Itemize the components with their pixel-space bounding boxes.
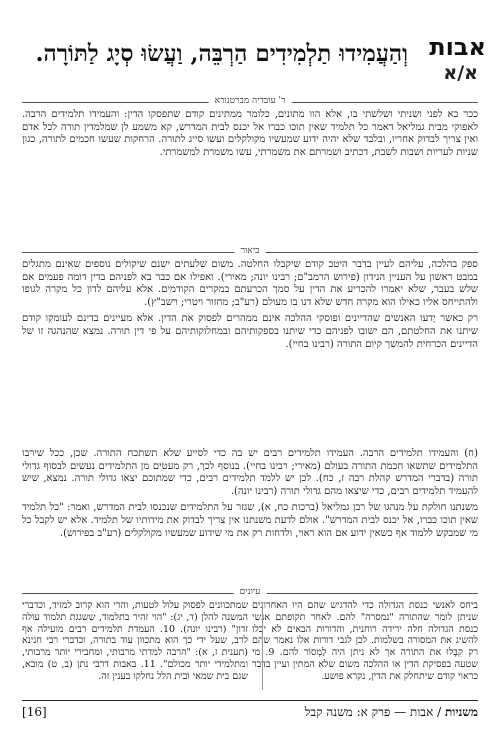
page-footer: [22, 700, 478, 723]
iyunim-left-column: שמתכוונים לפסוק עלול לטעות, והרי הוא קרוב למזיד, וכדברי המשנה להלן (ד, יג): "הוי זהיר בתלמוד, ששגגת תלמוד עולה זדון" (רבינו יונה). 10. העמדת תלמידים רבים מועילה אף לרב, שעל ידי כך הוא מתכוון עוד בתורה, וכדברי רבי חנינא (תענית ז, א): "הרבה למדתי מרבותי, ומחבירי יותר מרבותי, ומתלמידי יותר מכולם". 11. באבות דרבי נתן (ב, ט) מובא, שגם בית שמאי ובית הלל נחלקו בענין זה.: [22, 600, 248, 682]
column-separator: [262, 602, 263, 690]
iyunim-label: עיונים: [234, 587, 267, 598]
chapter-reference: א/א: [443, 62, 478, 84]
biur-paragraph-1: ספק בהלכה, עליהם לעיין בדבר היטב קודם שיקבלו החלטה. משום שלעתים ישנם שיקולים נוספים שאינם מתגלים במבט ראשון על העניין הנידון (פירוש הרמב"ם; רבינו יונה; מאירי). ואפילו אם כבר בא לפניהם בדין דומה פעמים אם שלש בעבר, שלא יאמרו להכריע את הדין על סמך הכרעתם במקרים הקודמים. אלא עליהם לדון כל מקרה לגופו ולהתייחס אליו כאילו הוא מקרה חדש שלא דנו בו מעולם (רע"ב; מחזור ויטרי; רשב"ץ).: [22, 259, 478, 308]
biur-paragraph-3: (ח) והעמידו תלמידים הרבה. העמידו תלמידים רבים יש בה כדי לסייע שלא תשתכח התורה. שכן, ככל שירבו התלמידים שתשאו חכמת התורה בעולם (מאירי; רבינו בחיי). בנוסף לכך, רק מעטים מן התלמידים נעשים לבסוף גדולי תורה (בדברי המדרש קהלת רבה ז, כח). לכן יש ללמד תלמידים רבים, כדי שמתוכם יצאו גדולי תורה. נמצא, שיש להעמיד תלמידים רבים, כדי שיצאו מהם גדולי תורה (רבינו יונה).: [22, 448, 478, 497]
iyunim-right-column: ביחס לאנשי כנסת הגדולה כדי להדגיש שהם היו האחרונים שניתן לומר שהתורה "נמסרה" להם. לאחר תקופתם אנשי כנסת הגדולה חלה ירידה רוחנית, והדורות הבאים לא יכלו להשיג את המסורה בשלמות. לכן לגבי דורות אלו נאמר שהם רק קִבְּלוּ את התורה אך לא ניתן היה לַמְסוֹר להם. 9. מי שטעה בפסיקת הדין או ההלכה משום שלא המתין ועיין בדבר כראוי קודם שיתחלק את הדין, נקרא פושע.: [252, 600, 478, 682]
biur-paragraph-4: משנתנו חולקת על מנהגו של רבן גמליאל (ברכות כח, א), שגזר על התלמידים שנכנסו לבית המדרש, ואמר: "כל תלמיד שאין תוכו כברו, אל יכנס לבית המדרש". אולם לדעת משנתנו אין צריך לבדוק את מידותיו של תלמיד. אלא יש לקבל כל מי שמבקש ללמוד אף כשאין ידוע אם הוא ראוי, ולדחות רק את מי שידוע שמעשיו מקולקלים (רע"ב בפירוש).: [22, 502, 478, 539]
iyunim-notes: [22, 600, 478, 692]
biur-paragraph-2: רק כאשר יָדעו האנשים שהדיינים ופוסקי ההלכה אינם ממהרים לפסוק את הדין. אלא מעיינים בדינם לעומקו קודם שיתנו את החלטתם, הם ישובו לפניהם כדי שיתנו בספקותיהם ובמחלוקותיהם על פי דין תורה. נמצא שהנהגה זו של הדיינים הכרחית להמשך קיום התורה (רבינו בחיי).: [22, 313, 478, 350]
biur-commentary: [22, 259, 478, 445]
biur-commentary-continued: [22, 448, 478, 588]
page-header: [14, 30, 486, 88]
footer-title-rest: / אבות — פרק א: משנה קבל: [304, 705, 445, 719]
biur-label: ביאור: [235, 246, 266, 257]
footer-title: [305, 705, 478, 720]
tractate-title: אבות: [429, 33, 486, 61]
footer-title-bold: משניות: [444, 705, 478, 719]
bartenura-label: ר' עובדיה מברטנורא: [209, 96, 292, 107]
page-number: [16]: [22, 705, 47, 719]
mishnah-quote: וְהַעֲמִידוּ תַלְמִידִים הַרְבֵּה, וַעֲשׂוּ סְיָג לַתּוֹרָה.: [35, 40, 408, 67]
bartenura-text: ככר בא לפני ושניתי ושלשתי בו, אלא הוו מתונים, כלומר ממתינים קודם שתפסקו הדין: והעמידו תלמידים הרבה. לאפוקי מבית גמליאל דאמר כל תלמיד שאין תוכו כברו אל יכנס לבית המדרש, קא משמע לן שמלמדין תורה לכל אדם ואין צריך לבדוק אחריו, ובלבד שלא יהיה ידוע שמעשיו מקולקלים ועשו סייג לתורה. הרחקות שעשו חכמים לתורה, כגון שניות לעריות ושבות לשבת, דכתיב ושמרתם את משמרתי, עשו משמרת למשמרתי.: [22, 109, 478, 158]
bartenura-commentary: [22, 109, 478, 245]
